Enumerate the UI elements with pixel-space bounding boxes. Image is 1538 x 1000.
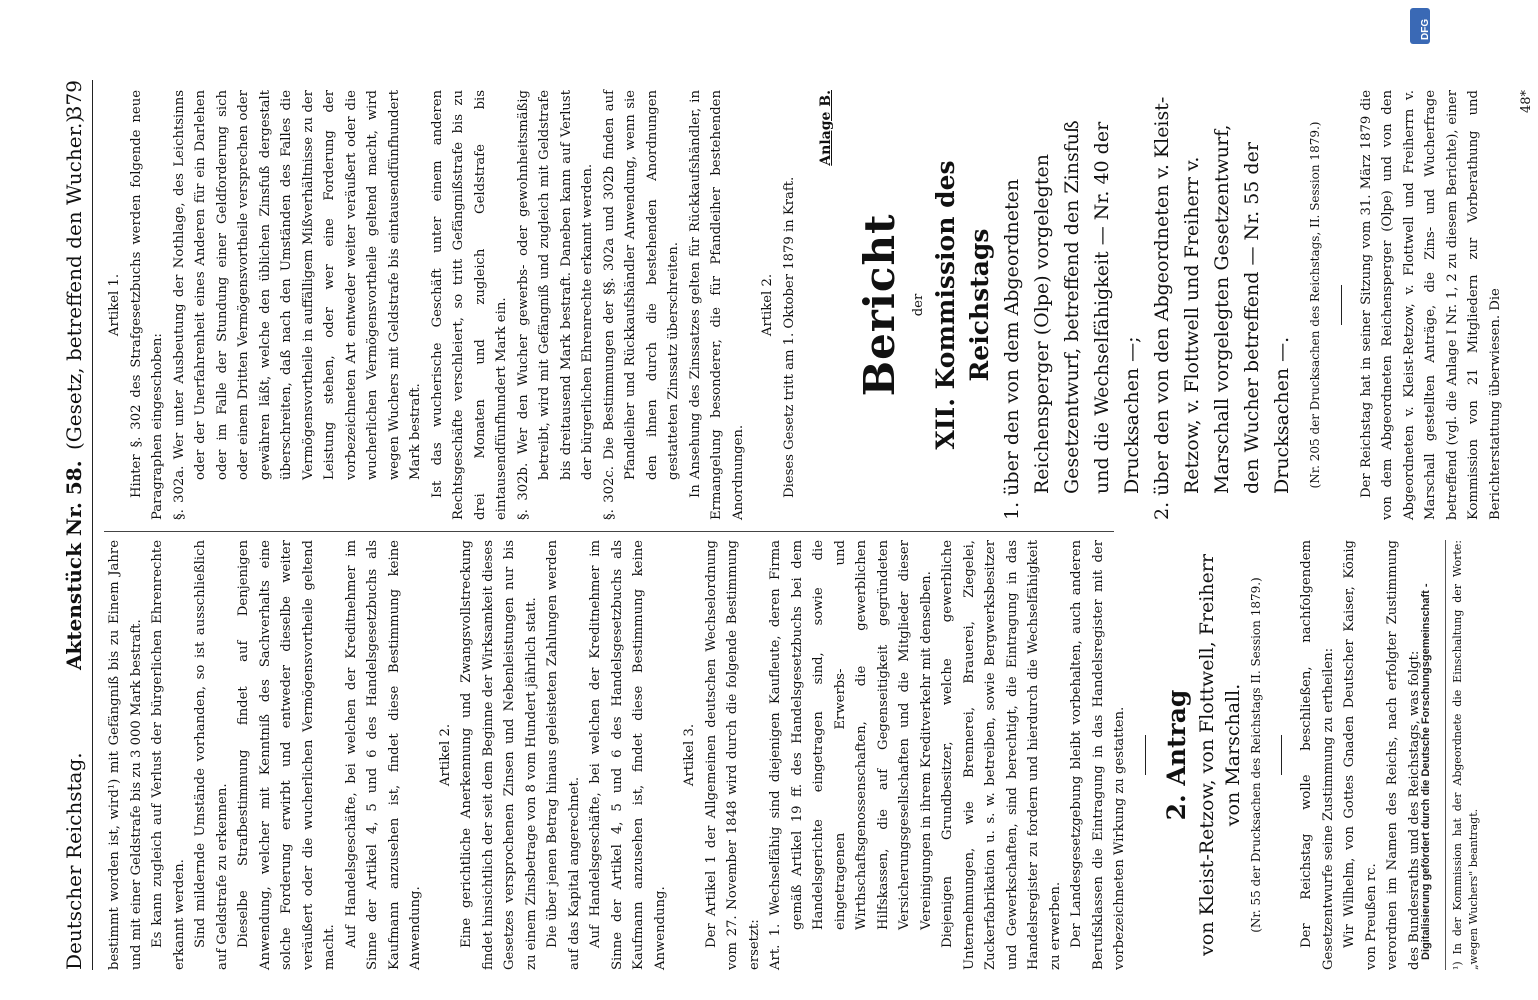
paragraph: Dieselbe Strafbestimmung findet auf Denjenigen Anwendung, welcher mit Kenntniß des Sachverhalts eine solche Forderung erwirbt und entweder dieselbe weiter veräußert oder die wucherlichen Vermögensvortheile geltend macht. <box>236 540 337 970</box>
right-column <box>104 90 1538 520</box>
paragraph: Eine gerichtliche Anerkennung und Zwangsvollstreckung findet hinsichtlich der seit dem Beginne der Wirksamkeit dieses Gesetzes versprochenen Zinsen und Nebenleistungen nur bis zu einem Zinsbetrage von 8 vom Hundert jährlich statt. <box>459 540 539 970</box>
paragraph: §. 302c. Die Bestimmungen der §§. 302a und 302b finden auf Pfandleiher und Rückkaufshändler Anwendung, wenn sie den ihnen durch die bestehenden Anordnungen gestatteten Zinssatz überschreiten. <box>601 90 681 520</box>
report-title: Bericht <box>854 213 904 397</box>
paragraph: Wir Wilhelm, von Gottes Gnaden Deutscher Kaiser, König von Preußen rc. <box>1342 540 1379 970</box>
report-reference: (Nr. 205 der Drucksachen des Reichstags, II. Session 1879.) <box>1308 121 1322 489</box>
digitization-credit <box>1408 0 1432 1000</box>
paragraph: Dieses Gesetz tritt am 1. Oktober 1879 in Kraft. <box>781 176 797 498</box>
dfg-logo-icon: DFG <box>1410 8 1430 44</box>
left-column <box>104 540 1482 970</box>
paragraph: Diejenigen Grundbesitzer, welche gewerbliche Unternehmungen, wie Brennerei, Brauerei, Ziegelei, Zuckerfabrikation u. s. w. betreiben, sowie Bergwerksbesitzer und Gewerkschaften, sind berechtigt, die Eintragung in das Handelsregister zu fordern und hierdurch die Wechselfähigkeit zu erwerben. <box>940 540 1063 970</box>
paragraph: Auf Handelsgeschäfte, bei welchen der Kreditnehmer im Sinne der Artikel 4, 5 und 6 des Handelsgesetzbuchs als Kaufmann anzusehen ist, findet diese Bestimmung keine Anwendung. <box>588 540 668 970</box>
paragraph: §. 302b. Wer den Wucher gewerbs- oder gewohnheitsmäßig betreibt, wird mit Gefängniß und zugleich mit Geldstrafe bis dreitausend Mark bestraft. Daneben kann auf Verlust der bürgerlichen Ehrenrechte erkannt werden. <box>515 90 595 520</box>
article-title: Artikel 1. <box>107 273 122 337</box>
signature-mark: 48* <box>1519 90 1534 114</box>
article-title: Artikel 2. <box>760 273 775 337</box>
page-number: 379 <box>62 80 86 119</box>
separator <box>1281 735 1282 775</box>
report-item: 2. über den von den Abgeordneten v. Kleist-Retzow, v. Flottwell und Freiherr v. Marschall vorgelegten Gesetzentwurf, den Wucher betreffend — Nr. 55 der Drucksachen —. <box>1151 96 1293 520</box>
header-title: (Gesetz, betreffend den Wucher.) <box>62 114 86 450</box>
paragraph: Art. 1. Wechselfähig sind diejenigen Kaufleute, deren Firma gemäß Artikel 19 ff. des Handelsgesetzbuchs bei dem Handelsgerichte eingetragen sind, sowie die eingetragenen Erwerbs- und Wirthschaftsgenossenschaften, die gewerblichen Hilfskassen, die auf Gegenseitigkeit gegründeten Versicherungsgesellschaften und die Mitglieder dieser Vereinigungen in ihrem Kreditverkehr mit denselben. <box>768 540 934 970</box>
header-middle: Aktenstück Nr. 58. <box>62 460 86 670</box>
paragraph: Die über jenen Betrag hinaus geleisteten Zahlungen werden auf das Kapital angerechnet. <box>545 540 582 970</box>
paragraph: Hinter §. 302 des Strafgesetzbuchs werden folgende neue Paragraphen eingeschoben: <box>128 90 165 520</box>
paragraph: §. 302a. Wer unter Ausbeutung der Nothlage, des Leichtsinns oder der Unerfahrenheit eines Anderen für ein Darlehen oder im Falle der Stundung einer Geldforderung sich oder einem Dritten Vermögensvortheile versprechen oder gewähren läßt, welche den üblichen Zinsfuß dergestalt überschreiten, daß nach den Umständen des Falles die Vermögensvortheile in auffälligem Mißverhältnisse zu der Leistung stehen, oder wer eine Forderung der vorbezeichneten Art entweder weiter veräußert oder die wucherlichen Vermögensvortheile geltend macht, wird wegen Wuchers mit Geldstrafe bis eintausendfünfhundert Mark bestraft. <box>171 90 423 520</box>
paragraph: Sind mildernde Umstände vorhanden, so ist ausschließlich auf Geldstrafe zu erkennen. <box>193 540 230 970</box>
paragraph: Der Reichstag hat in seiner Sitzung vom 31. März 1879 die von dem Abgeordneten Reichensperger (Olpe) und von den Abgeordneten v. Kleist-Retzow, v. Flottwell und Freiherrn v. Marschall gestellten Anträge, die Zins- und Wucherfrage betreffend (vgl. die Anlage I Nr. 1, 2 zu diesem Berichte), einer Kommission von 21 Mitgliedern zur Vorberathung und Berichterstattung überwiesen. Die <box>1358 90 1503 520</box>
paragraph: Der Landesgesetzgebung bleibt vorbehalten, auch anderen Berufsklassen die Eintragung in das Handelsregister mit der vorbezeichneten Wirkung zu gestatten. <box>1069 540 1127 970</box>
header-left: Deutscher Reichstag. <box>62 752 86 970</box>
paragraph: Ist das wucherische Geschäft unter einem anderen Rechtsgeschäfte verschleiert, so tritt Gefängnißstrafe bis zu drei Monaten und zugleich Geldstrafe bis eintausendfünfhundert Mark ein. <box>429 90 509 520</box>
page-header <box>58 80 93 970</box>
paragraph: In Ansehung des Zinssatzes gelten für Rückkaufshändler, in Ermangelung besonderer, die für Pfandleiher bestehenden Anordnungen. <box>687 90 746 520</box>
paragraph: Der Reichstag wolle beschließen, nachfolgendem Gesetzentwurfe seine Zustimmung zu ertheilen: <box>1299 540 1336 970</box>
report-der: der <box>910 293 926 317</box>
section-heading: 2. Antrag <box>1161 689 1191 821</box>
report-item: 1. über den von dem Abgeordneten Reichensperger (Olpe) vorgelegten Gesetzentwurf, betreffend den Zinsfuß und die Wechselfähigkeit — Nr. 40 der Drucksachen —; <box>1001 120 1143 520</box>
appendix-label: Anlage B. <box>818 90 834 166</box>
separator <box>1341 285 1342 325</box>
footnote: ¹) In der Kommission hat der Abgeordnete die Einschaltung der Worte: „wegen Wuchers" beantragt. <box>1445 540 1482 970</box>
article-title: Artikel 2. <box>437 723 453 787</box>
paragraph: bestimmt worden ist, wird¹) mit Gefängniß bis zu Einem Jahre und mit einer Geldstrafe bis zu 3 000 Mark bestraft. <box>107 540 144 970</box>
report-commission: XII. Kommission des Reichstags <box>931 160 994 450</box>
paragraph: Es kann zugleich auf Verlust der bürgerlichen Ehrenrechte erkannt werden. <box>150 540 187 970</box>
section-authors: von Kleist-Retzow, von Flottwell, Freiherr von Marschall. <box>1195 554 1244 956</box>
section-reference: (Nr. 55 der Drucksachen des Reichstags II. Session 1879.) <box>1248 577 1263 933</box>
separator <box>1145 735 1146 775</box>
paragraph: Auf Handelsgeschäfte, bei welchen der Kreditnehmer im Sinne der Artikel 4, 5 und 6 des Handelsgesetzbuchs als Kaufmann anzusehen ist, findet diese Bestimmung keine Anwendung. <box>343 540 423 970</box>
credit-text: Digitalisierung gefördert durch die Deutsche Forschungsgemeinschaft - <box>1420 583 1432 960</box>
paragraph: verordnen im Namen des Reichs, nach erfolgter Zustimmung des Bundesraths und des Reichstags, was folgt: <box>1385 540 1422 970</box>
column-divider <box>104 531 1114 532</box>
article-title: Artikel 3. <box>682 723 697 787</box>
paragraph: Der Artikel 1 der Allgemeinen deutschen Wechselordnung vom 27. November 1848 wird durch die folgende Bestimmung ersetzt: <box>703 540 762 970</box>
